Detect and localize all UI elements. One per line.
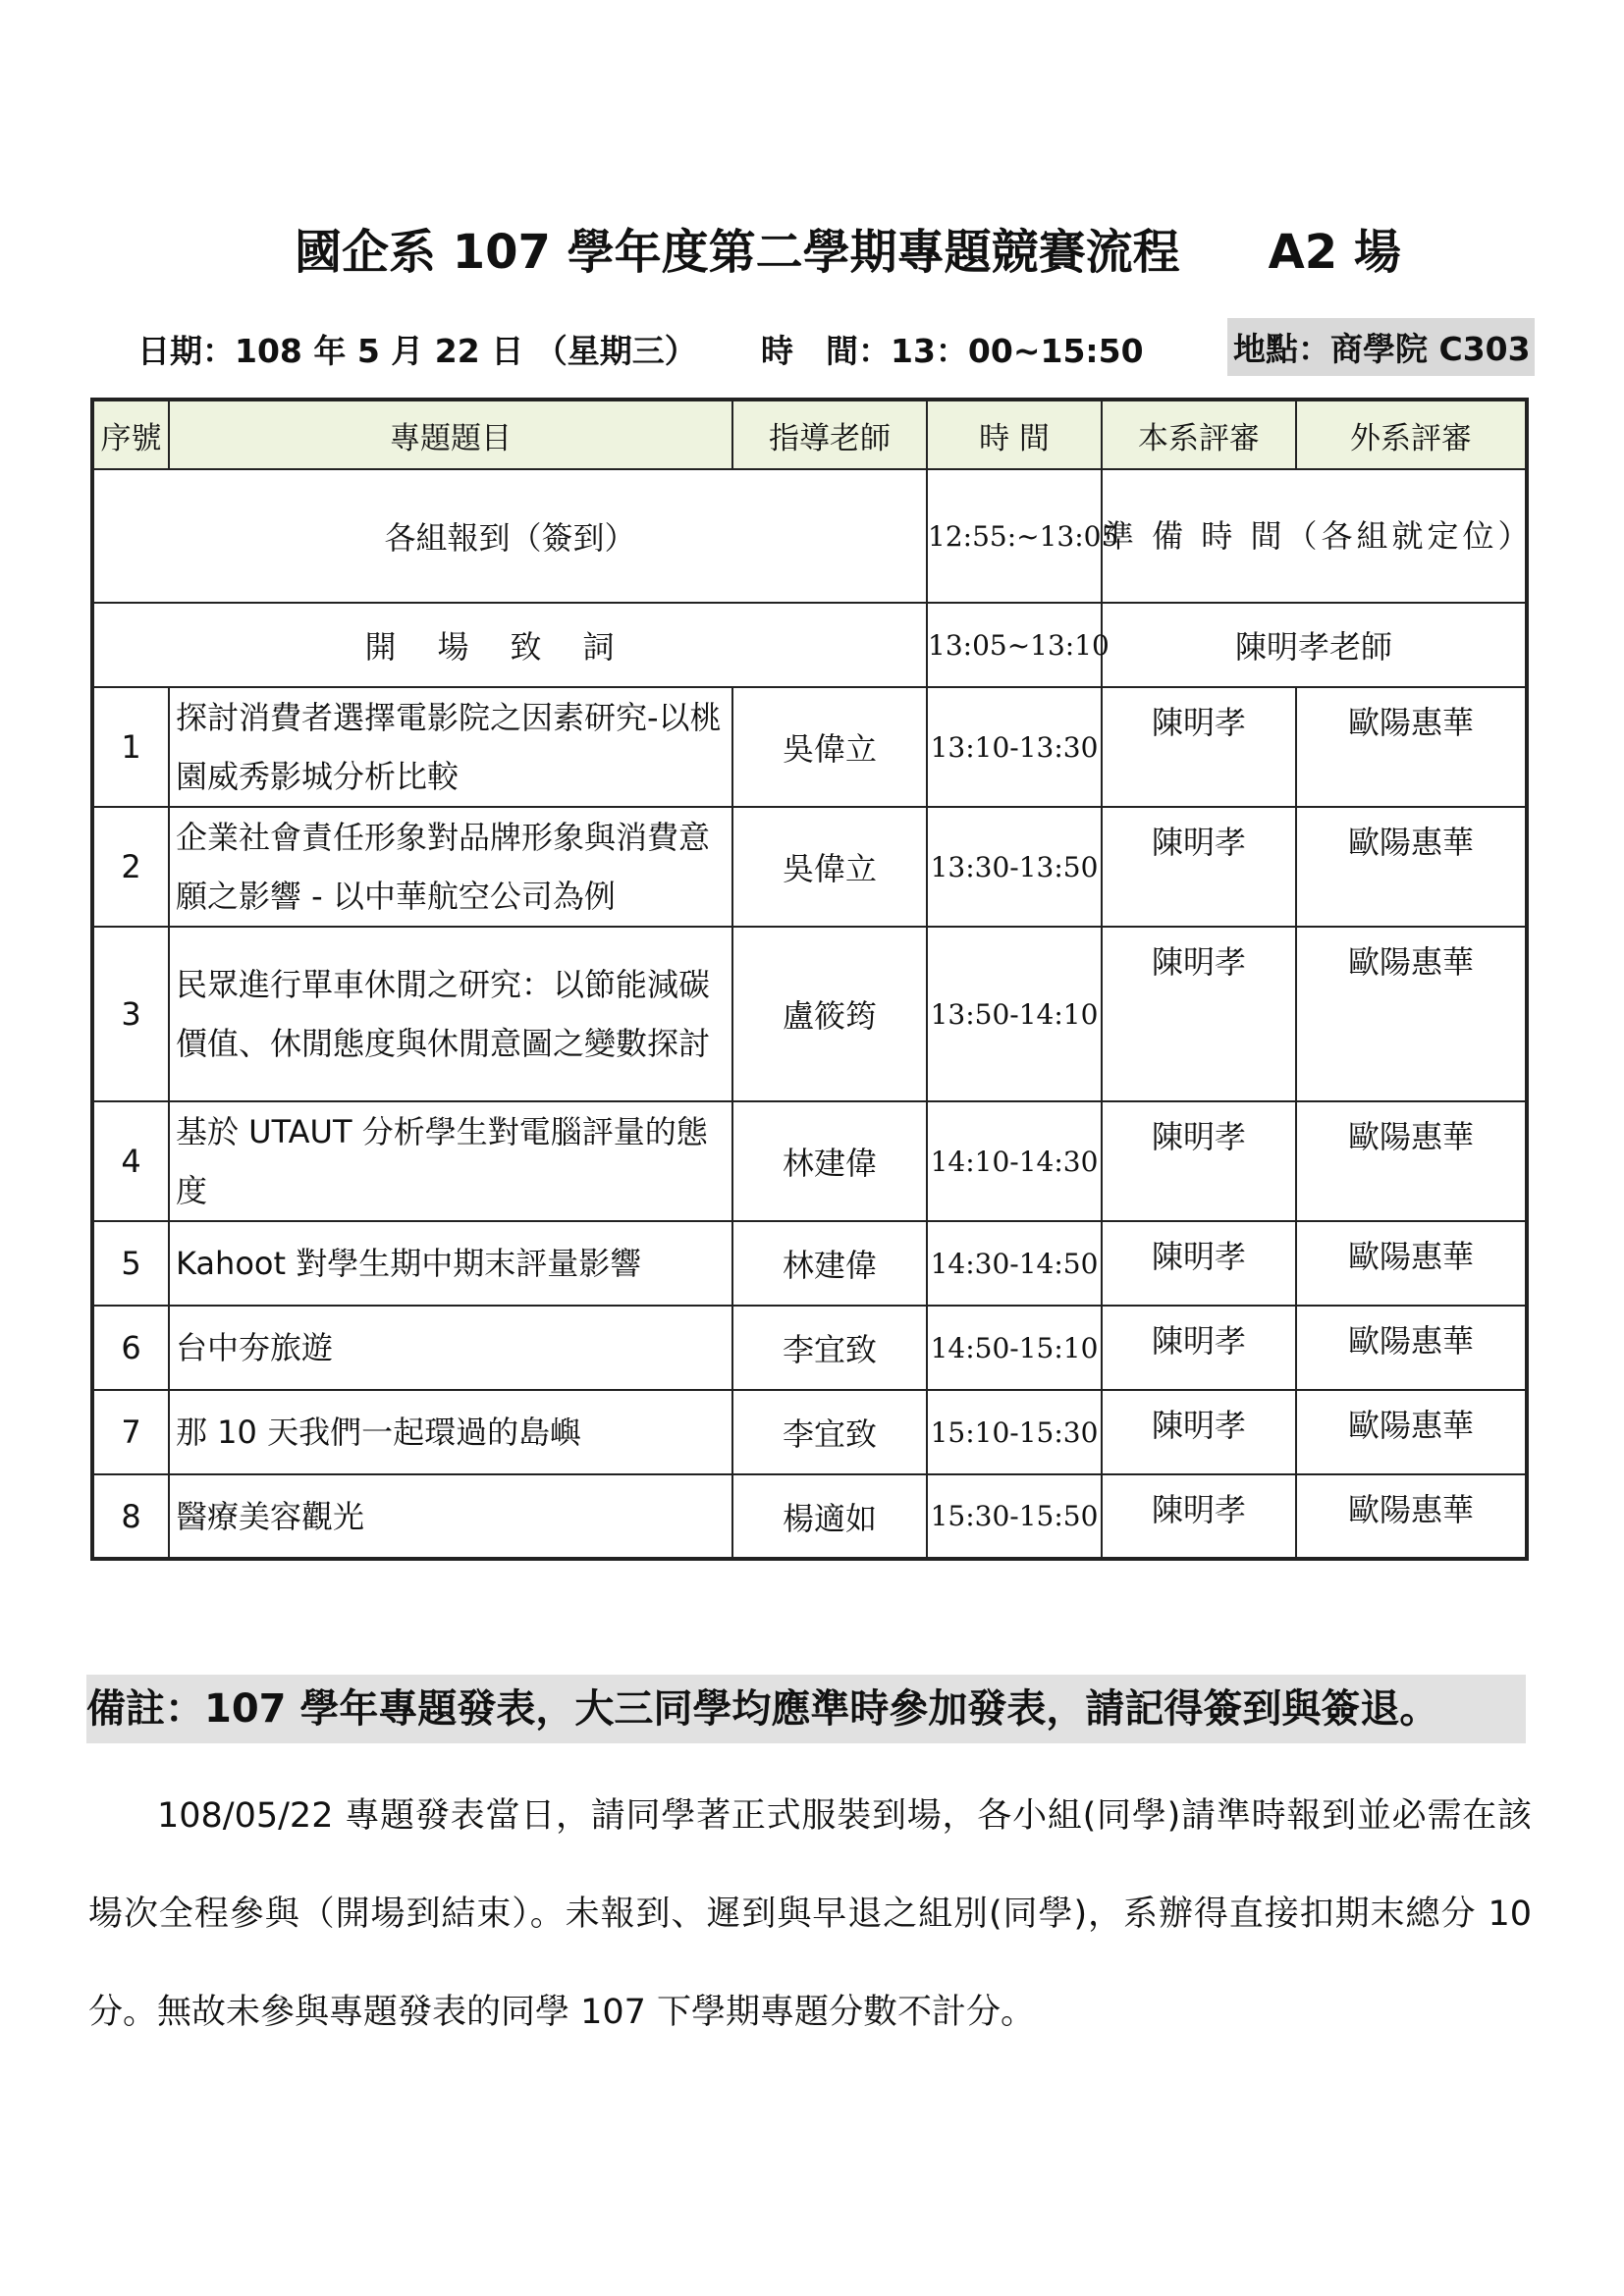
table-row [92, 1221, 1527, 1306]
row-advisor: 盧筱筠 [732, 927, 927, 1101]
row-judge-in: 陳明孝 [1102, 1101, 1296, 1221]
checkin-note: 準 備 時 間（各組就定位） [1102, 469, 1527, 603]
row-topic: 台中夯旅遊 [169, 1306, 732, 1390]
row-time: 14:30-14:50 [927, 1221, 1102, 1306]
row-judge-in: 陳明孝 [1102, 927, 1296, 1101]
header-judge-out: 外系評審 [1296, 400, 1527, 469]
row-advisor: 林建偉 [732, 1221, 927, 1306]
row-time: 13:10-13:30 [927, 687, 1102, 807]
row-judge-in: 陳明孝 [1102, 1306, 1296, 1390]
row-advisor: 林建偉 [732, 1101, 927, 1221]
row-judge-in: 陳明孝 [1102, 1474, 1296, 1559]
row-no: 6 [92, 1306, 169, 1390]
row-judge-out: 歐陽惠華 [1296, 1306, 1527, 1390]
row-time: 14:10-14:30 [927, 1101, 1102, 1221]
event-location: 地點：商學院 C303 [1227, 318, 1535, 376]
opening-row [92, 603, 1527, 687]
row-judge-out: 歐陽惠華 [1296, 1221, 1527, 1306]
event-date: 日期：108 年 5 月 22 日 （星期三） [137, 332, 697, 370]
row-topic: 民眾進行單車休閒之研究：以節能減碳價值、休閒態度與休閒意圖之變數探討 [169, 927, 732, 1101]
row-judge-in: 陳明孝 [1102, 807, 1296, 927]
opening-time: 13:05~13:10 [927, 603, 1102, 687]
header-judge-in: 本系評審 [1102, 400, 1296, 469]
row-judge-in: 陳明孝 [1102, 1390, 1296, 1474]
row-advisor: 李宜致 [732, 1390, 927, 1474]
row-time: 15:10-15:30 [927, 1390, 1102, 1474]
row-topic: 那 10 天我們一起環過的島嶼 [169, 1390, 732, 1474]
table-row [92, 687, 1527, 807]
row-judge-out: 歐陽惠華 [1296, 1390, 1527, 1474]
table-row [92, 1306, 1527, 1390]
header-no: 序號 [92, 400, 169, 469]
checkin-label: 各組報到（簽到） [92, 469, 927, 603]
row-time: 13:50-14:10 [927, 927, 1102, 1101]
event-time: 時 間：13：00~15:50 [761, 332, 1144, 370]
row-no: 5 [92, 1221, 169, 1306]
row-topic: 探討消費者選擇電影院之因素研究-以桃園威秀影城分析比較 [169, 687, 732, 807]
opening-label: 開場致詞 [92, 603, 927, 687]
page-title [295, 214, 1571, 282]
row-judge-in: 陳明孝 [1102, 1221, 1296, 1306]
schedule-table [90, 398, 1534, 1561]
header-topic: 專題題目 [169, 400, 732, 469]
row-time: 14:50-15:10 [927, 1306, 1102, 1390]
checkin-time: 12:55:~13:05 [927, 469, 1102, 603]
row-advisor: 吳偉立 [732, 807, 927, 927]
table-row [92, 1390, 1527, 1474]
row-judge-out: 歐陽惠華 [1296, 1101, 1527, 1221]
row-judge-out: 歐陽惠華 [1296, 687, 1527, 807]
opening-speaker: 陳明孝老師 [1102, 603, 1527, 687]
row-no: 4 [92, 1101, 169, 1221]
note-body [88, 1767, 1532, 2061]
row-judge-out: 歐陽惠華 [1296, 927, 1527, 1101]
checkin-row [92, 469, 1527, 603]
row-judge-out: 歐陽惠華 [1296, 1474, 1527, 1559]
table-row [92, 1474, 1527, 1559]
row-advisor: 李宜致 [732, 1306, 927, 1390]
row-time: 13:30-13:50 [927, 807, 1102, 927]
table-row [92, 807, 1527, 927]
row-topic: 企業社會責任形象對品牌形象與消費意願之影響 - 以中華航空公司為例 [169, 807, 732, 927]
row-no: 8 [92, 1474, 169, 1559]
row-judge-out: 歐陽惠華 [1296, 807, 1527, 927]
row-no: 3 [92, 927, 169, 1101]
header-advisor: 指導老師 [732, 400, 927, 469]
note-paragraph: 108/05/22 專題發表當日，請同學著正式服裝到場，各小組(同學)請準時報到並必需在該場次全程參與（開場到結束）。未報到、遲到與早退之組別(同學)，系辦得直接扣期末總分 10 分。無故未參與專題發表的同學 107 下學期專題分數不計分。 [88, 1796, 1532, 2032]
row-advisor: 楊適如 [732, 1474, 927, 1559]
row-no: 1 [92, 687, 169, 807]
row-time: 15:30-15:50 [927, 1474, 1102, 1559]
row-judge-in: 陳明孝 [1102, 687, 1296, 807]
row-advisor: 吳偉立 [732, 687, 927, 807]
table-row [92, 927, 1527, 1101]
table-header-row [92, 400, 1527, 469]
row-topic: Kahoot 對學生期中期末評量影響 [169, 1221, 732, 1306]
note-heading: 備註：107 學年專題發表，大三同學均應準時參加發表，請記得簽到與簽退。 [86, 1675, 1526, 1743]
table-row [92, 1101, 1527, 1221]
session-label: A2 場 [1268, 225, 1401, 280]
row-topic: 基於 UTAUT 分析學生對電腦評量的態度 [169, 1101, 732, 1221]
title-text: 國企系 107 學年度第二學期專題競賽流程 [295, 225, 1180, 280]
header-time: 時 間 [927, 400, 1102, 469]
row-no: 2 [92, 807, 169, 927]
row-no: 7 [92, 1390, 169, 1474]
row-topic: 醫療美容觀光 [169, 1474, 732, 1559]
